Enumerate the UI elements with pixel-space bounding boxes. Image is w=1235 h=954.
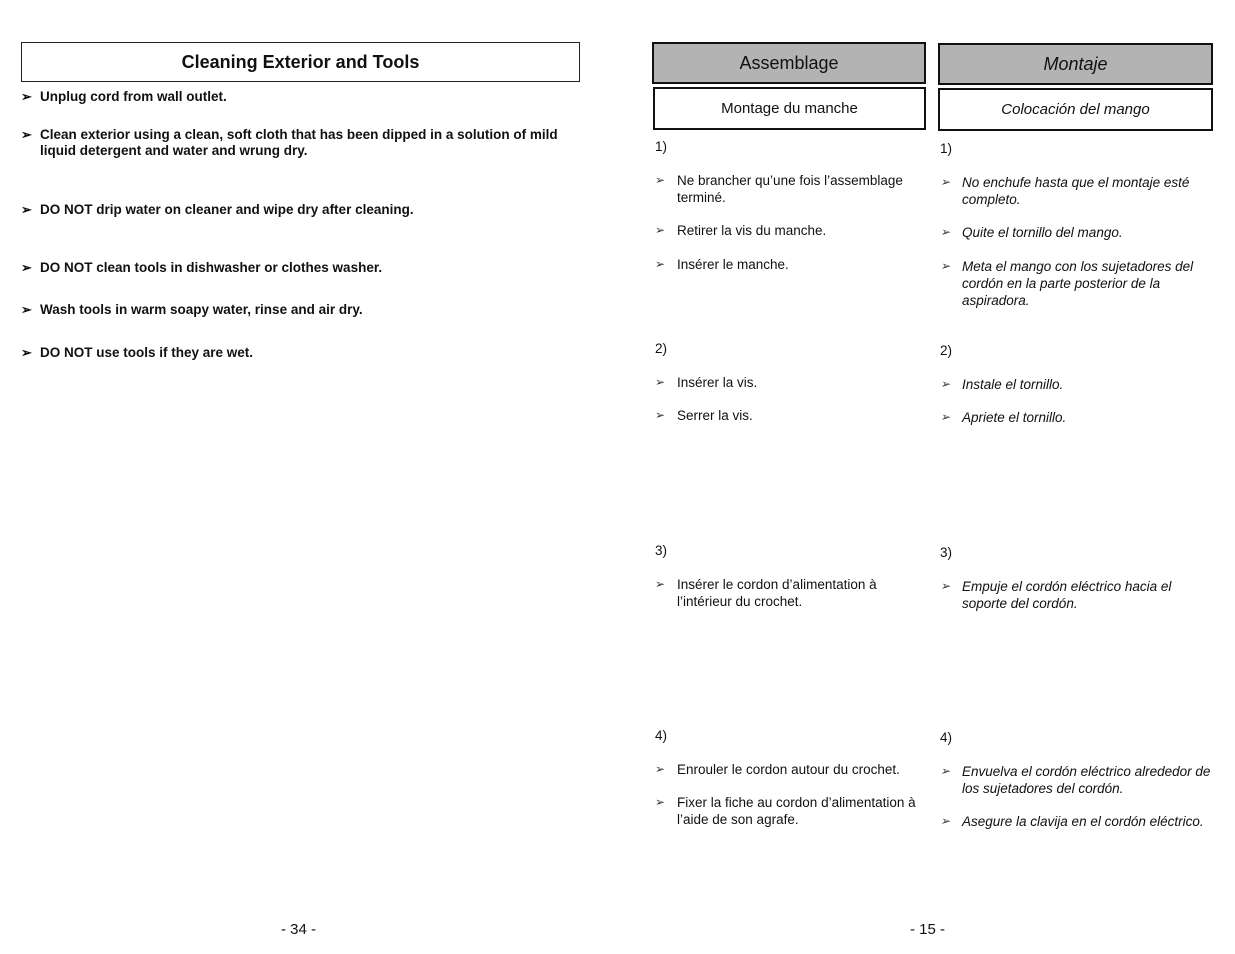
list-item [940,578,1215,612]
arrow-bullet-icon: ➢ [655,795,666,809]
step-number: 2) [655,341,668,356]
list-item [940,409,1215,426]
arrow-bullet-icon: ➢ [21,260,32,275]
arrow-bullet-icon: ➢ [940,814,951,828]
list-item-text: Fixer la fiche au cordon d’alimentation à l’aide de son agrafe. [677,795,916,827]
list-item-text: Insérer le cordon d’alimentation à l’intérieur du crochet. [677,577,877,609]
list-item-text: Quite el tornillo del mango. [962,225,1123,240]
arrow-bullet-icon: ➢ [655,375,666,389]
french-subheader: Montage du manche [653,87,926,130]
arrow-bullet-icon: ➢ [940,764,951,778]
list-item-text: Envuelva el cordón eléctrico alrededor de los sujetadores del cordón. [962,764,1211,796]
step-number: 2) [940,343,953,358]
list-item-text: Enrouler le cordon autour du crochet. [677,762,900,777]
step-number: 1) [940,141,953,156]
list-item [655,172,930,206]
list-item-text: Serrer la vis. [677,408,753,423]
step-number: 4) [940,730,953,745]
list-item-text: Retirer la vis du manche. [677,223,827,238]
arrow-bullet-icon: ➢ [21,127,32,142]
arrow-bullet-icon: ➢ [655,577,666,591]
list-item [655,222,930,239]
arrow-bullet-icon: ➢ [21,89,32,104]
list-item-text: Ne brancher qu’une fois l’assemblage terminé. [677,173,903,205]
list-item-text: Asegure la clavija en el cordón eléctrico. [962,814,1204,829]
list-item [21,202,586,218]
list-item-text: DO NOT drip water on cleaner and wipe dry after cleaning. [40,202,414,217]
list-item-text: No enchufe hasta que el montaje esté completo. [962,175,1190,207]
list-item [21,89,586,105]
list-item [655,794,930,828]
list-item [21,345,586,361]
list-item-text: Meta el mango con los sujetadores del cordón en la parte posterior de la aspiradora. [962,259,1194,308]
list-item [940,258,1215,309]
list-item [940,174,1215,208]
step-number: 3) [940,545,953,560]
arrow-bullet-icon: ➢ [21,345,32,360]
arrow-bullet-icon: ➢ [655,762,666,776]
step-number: 3) [655,543,668,558]
arrow-bullet-icon: ➢ [940,410,951,424]
list-item [21,127,586,159]
list-item [655,761,930,778]
arrow-bullet-icon: ➢ [655,408,666,422]
list-item [940,224,1215,241]
arrow-bullet-icon: ➢ [21,302,32,317]
list-item [940,813,1215,830]
list-item [655,256,930,273]
arrow-bullet-icon: ➢ [21,202,32,217]
step-number: 1) [655,139,668,154]
step-number: 4) [655,728,668,743]
list-item-text: Insérer le manche. [677,257,789,272]
arrow-bullet-icon: ➢ [655,223,666,237]
list-item [655,407,930,424]
list-item-text: Unplug cord from wall outlet. [40,89,227,104]
spanish-subheader: Colocación del mango [938,88,1213,131]
arrow-bullet-icon: ➢ [940,175,951,189]
list-item-text: Instale el tornillo. [962,377,1064,392]
list-item-text: DO NOT use tools if they are wet. [40,345,254,360]
page-number-left: - 34 - [281,921,317,938]
list-item-text: DO NOT clean tools in dishwasher or clothes washer. [40,260,383,275]
list-item [655,374,930,391]
list-item [655,576,930,610]
arrow-bullet-icon: ➢ [940,259,951,273]
arrow-bullet-icon: ➢ [940,579,951,593]
arrow-bullet-icon: ➢ [655,257,666,271]
list-item-text: Apriete el tornillo. [962,410,1067,425]
list-item-text: Empuje el cordón eléctrico hacia el soporte del cordón. [962,579,1172,611]
section-title: Cleaning Exterior and Tools [21,42,580,82]
french-header: Assemblage [652,42,926,84]
list-item [21,302,586,318]
arrow-bullet-icon: ➢ [940,377,951,391]
arrow-bullet-icon: ➢ [655,173,666,187]
list-item-text: Wash tools in warm soapy water, rinse and air dry. [40,302,363,317]
list-item [21,260,586,276]
list-item [940,376,1215,393]
list-item-text: Clean exterior using a clean, soft cloth that has been dipped in a solution of mild liquid detergent and water and wrung dry. [40,127,558,158]
spanish-header: Montaje [938,43,1213,85]
list-item-text: Insérer la vis. [677,375,758,390]
list-item [940,763,1215,797]
arrow-bullet-icon: ➢ [940,225,951,239]
page-number-right: - 15 - [910,921,946,938]
